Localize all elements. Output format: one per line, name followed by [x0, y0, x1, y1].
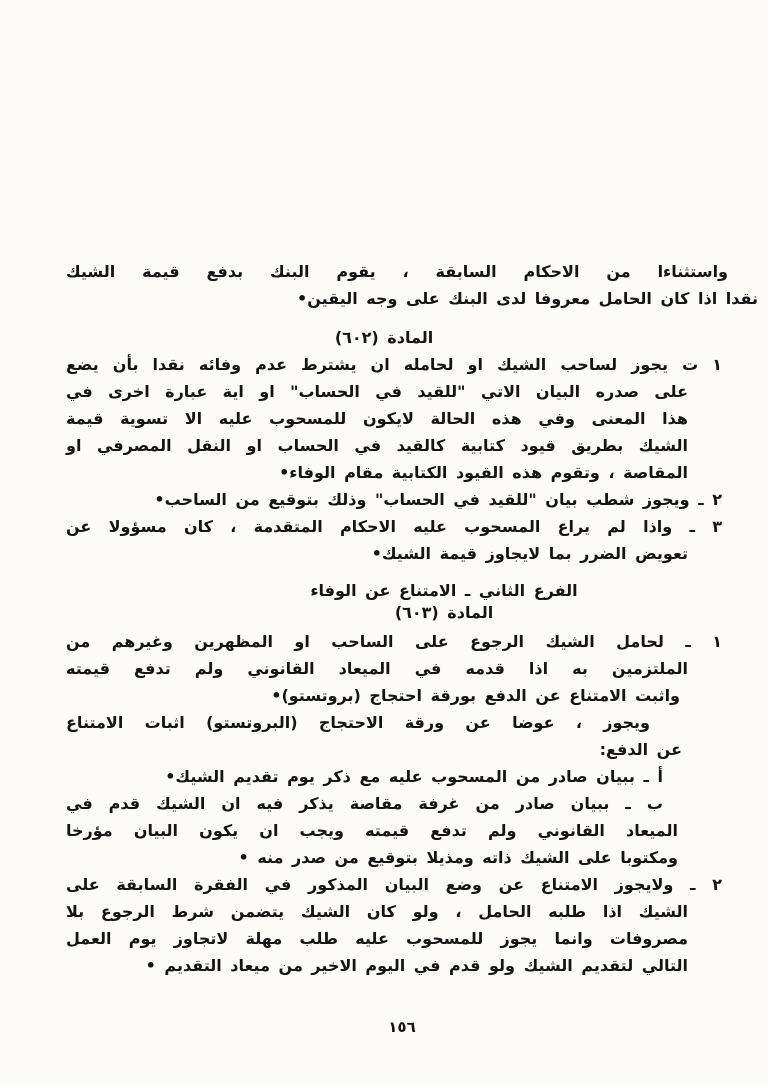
article-602-clause-2 [66, 486, 758, 513]
text-line: الشيك اذا طلبه الحامل ، ولو كان الشيك يتضمن شرط الرجوع بلا [66, 902, 688, 921]
text-line: واثبت الامتناع عن الدفع بورقة احتجاج (بروتستو)• [271, 686, 680, 705]
text-line: الشيك بطريق قيود كتابية كالقيد في الحساب او النقل المصرفي او [66, 436, 688, 455]
text-line: واستثناءا من الاحكام السابقة ، يقوم البنك بدفع قيمة الشيك [66, 262, 728, 281]
page-text-content [66, 0, 758, 979]
article-603-clause-2 [66, 871, 758, 979]
text-line: ١ ت يجوز لساحب الشيك او لحامله ان يشترط عدم وفائه نقدا بأن يضع [66, 355, 722, 374]
text-line: ١ ـ لحامل الشيك الرجوع على الساحب او المظهرين وغيرهم من [66, 632, 722, 651]
text-line: الملتزمين به اذا قدمه في الميعاد القانوني ولم تدفع قيمته [66, 659, 688, 678]
article-602-clause-1 [66, 351, 758, 486]
article-602-clause-3 [66, 513, 758, 567]
text-line: نقدا اذا كان الحامل معروفا لدى البنك على وجه اليقين• [297, 289, 758, 308]
text-line: ٣ ـ واذا لم يراع المسحوب عليه الاحكام المتقدمة ، كان مسؤولا عن [66, 517, 722, 536]
text-line: مصروفات وانما يجوز للمسحوب عليه طلب مهلة لاتجاوز يوم العمل [66, 929, 688, 948]
article-603-heading: المادة (٦٠٣) [394, 603, 494, 622]
section-2-heading: الفرع الثاني ـ الامتناع عن الوفاء [310, 581, 578, 600]
text-line: عن الدفع: [599, 740, 682, 759]
closing-paragraph-previous-article [66, 258, 758, 312]
text-line: أ ـ ببيان صادر من المسحوب عليه مع ذكر يوم تقديم الشيك• [165, 767, 663, 786]
text-line: التالي لتقديم الشيك ولو قدم في اليوم الاخير من ميعاد التقديم • [145, 956, 688, 975]
text-line: الميعاد القانوني ولم تدفع قيمته ويجب ان يكون البيان مؤرخا [66, 821, 678, 840]
text-line: ومكتوبا على الشيك ذاته ومذيلا بتوقيع من صدر منه • [238, 848, 678, 867]
text-line: ٢ ـ ويجوز شطب بيان "للقيد في الحساب" وذلك بتوقيع من الساحب• [154, 490, 722, 509]
text-line: هذا المعنى وفي هذه الحالة لايكون للمسحوب عليه الا تسوية قيمة [66, 409, 688, 428]
article-602-heading: المادة (٦٠٢) [334, 328, 434, 347]
text-line: ويجوز ، عوضا عن ورقة الاحتجاج (البروتستو) اثبات الامتناع [66, 713, 650, 732]
text-line: المقاصة ، وتقوم هذه القيود الكتابية مقام الوفاء• [279, 463, 688, 482]
text-line: تعويض الضرر بما لايجاوز قيمة الشيك• [371, 544, 688, 563]
text-line: على صدره البيان الاتي "للقيد في الحساب" او اية عبارة اخرى في [66, 382, 688, 401]
text-line: ب ـ ببيان صادر من غرفة مقاصة يذكر فيه ان الشيك قدم في [66, 794, 663, 813]
text-line: ٢ ـ ولايجوز الامتناع عن وضع البيان المذكور في الفقرة السابقة على [66, 875, 722, 894]
page-number: ١٥٦ [388, 1018, 416, 1036]
article-603-clause-1 [66, 628, 758, 871]
